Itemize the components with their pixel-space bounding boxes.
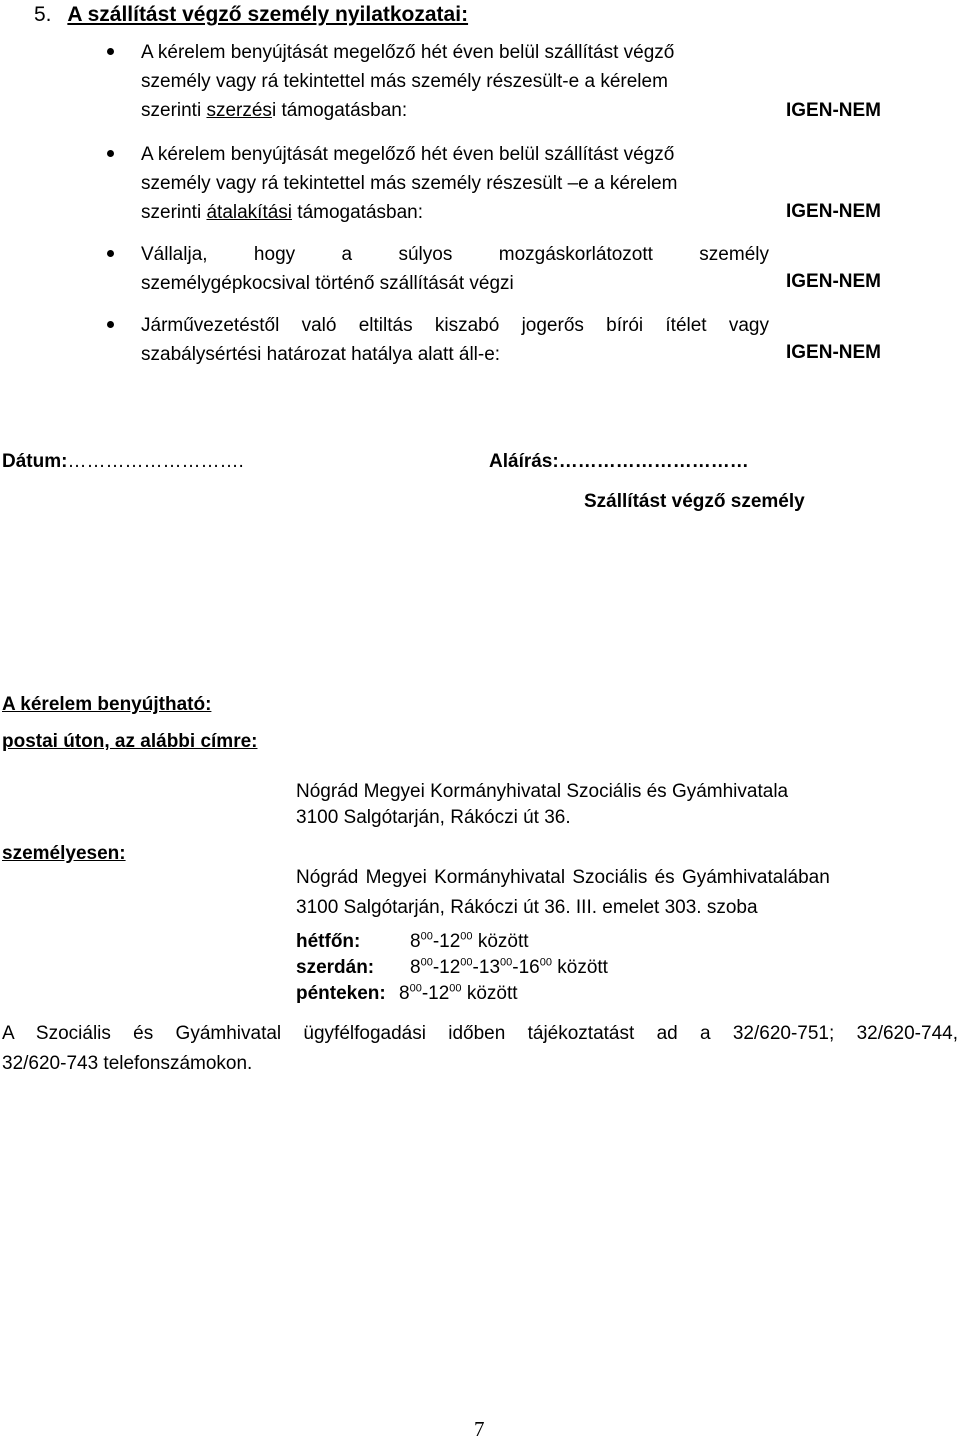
office-address: 3100 Salgótarján, Rákóczi út 36. III. emelet 303. szoba	[296, 897, 758, 918]
signature-dots: …………………………	[558, 451, 749, 472]
postal-heading: postai úton, az alábbi címre:	[2, 731, 258, 752]
question-3	[141, 240, 769, 298]
section-title: A szállítást végző személy nyilatkozatai:	[67, 3, 469, 26]
question-line: A kérelem benyújtását megelőző hét éven belül szállítást végző	[141, 42, 675, 63]
answer-option: IGEN-NEM	[786, 342, 881, 363]
page-number: 7	[474, 1417, 485, 1441]
postal-address: 3100 Salgótarján, Rákóczi út 36.	[296, 807, 571, 828]
question-4	[141, 311, 769, 369]
office-organization: Nógrád Megyei Kormányhivatal Szociális és Gyámhivatalában	[296, 867, 830, 888]
signer-caption: Szállítást végző személy	[584, 491, 805, 512]
bullet-icon	[107, 321, 114, 328]
question-line: személy vagy rá tekintettel más személy részesült-e a kérelem	[141, 71, 668, 92]
day-label: hétfőn:	[296, 931, 361, 952]
date-field	[2, 451, 244, 473]
question-1	[141, 38, 769, 125]
question-last-line: szabálysértési határozat hatálya alatt áll-e:	[141, 344, 501, 365]
question-last-line: szerinti átalakítási támogatásban:	[141, 202, 423, 223]
hours-row-monday: hétfőn: $8^{00}-12^{00}$ között	[296, 930, 529, 952]
submission-heading: A kérelem benyújtható:	[2, 694, 212, 715]
question-last-line: szerinti szerzési támogatásban:	[141, 100, 408, 121]
section-number: 5.	[34, 3, 52, 26]
answer-option: IGEN-NEM	[786, 271, 881, 292]
bullet-icon	[107, 250, 114, 257]
question-last-line: személygépkocsival történő szállítását végzi	[141, 273, 514, 294]
day-label: pénteken:	[296, 983, 386, 1004]
question-line: személy vagy rá tekintettel más személy részesült –e a kérelem	[141, 173, 678, 194]
info-paragraph	[2, 1019, 958, 1079]
question-2	[141, 140, 769, 227]
bullet-icon	[107, 48, 114, 55]
in-person-label: személyesen:	[2, 843, 126, 864]
date-dots: ……………………….	[67, 451, 244, 472]
question-line: Vállalja, hogy a súlyos mozgáskorlátozott személy	[141, 244, 769, 265]
section-heading	[34, 3, 468, 27]
hours-row-friday: pénteken: $8^{00}-12^{00}$ között	[296, 982, 518, 1004]
answer-option: IGEN-NEM	[786, 201, 881, 222]
question-line: A kérelem benyújtását megelőző hét éven belül szállítást végző	[141, 144, 675, 165]
signature-field	[489, 451, 749, 473]
bullet-icon	[107, 150, 114, 157]
info-line: 32/620-743 telefonszámokon.	[2, 1053, 253, 1074]
answer-option: IGEN-NEM	[786, 100, 881, 121]
postal-organization: Nógrád Megyei Kormányhivatal Szociális és Gyámhivatala	[296, 781, 789, 802]
question-line: Járművezetéstől való eltiltás kiszabó jogerős bírói ítélet vagy	[141, 315, 769, 336]
day-label: szerdán:	[296, 957, 375, 978]
signature-label: Aláírás:	[489, 451, 559, 472]
hours-row-wednesday: szerdán: $8^{00}-12^{00}-13^{00}-16^{00}$ között	[296, 956, 608, 978]
info-line: A Szociális és Gyámhivatal ügyfélfogadási időben tájékoztatást ad a 32/620-751; 32/620-744,	[2, 1023, 958, 1044]
date-label: Dátum:	[2, 451, 68, 472]
